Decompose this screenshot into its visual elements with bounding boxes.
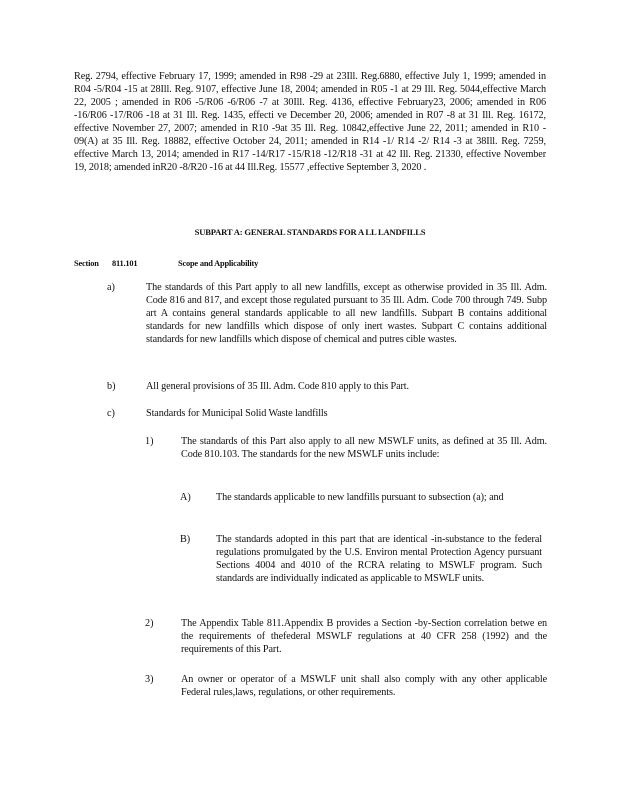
section-number: 811.101 (112, 259, 138, 268)
paragraph-c-2 (145, 617, 547, 656)
subsection-a (107, 281, 547, 346)
subparagraph-text: The standards adopted in this part that are identical -in-substance to the federal regulations promulgated by the U.S. Environ mental Protection Agency pursuant Sections 4004 and 4010 of the RCRA relating to MSWLF program. Such standards are individually indicated as applicable to MSWLF units. (216, 534, 542, 584)
paragraph-c-3 (145, 673, 547, 699)
paragraph-text: The Appendix Table 811.Appendix B provides a Section -by-Section correlation betwe en the requirements of thefederal MSWLF regulations at 40 CFR 258 (1992) and the requirements of this Part. (181, 618, 547, 655)
paragraph-text: An owner or operator of a MSWLF unit shall also comply with any other applicable Federal rules,laws, regulations, or other requirements. (181, 674, 547, 698)
subparagraph-text: The standards applicable to new landfills pursuant to subsection (a); and (216, 492, 504, 503)
subparagraph-c-1-B (180, 533, 542, 585)
section-title: Scope and Applicability (178, 259, 259, 268)
subsection-marker: b) (107, 381, 116, 392)
subsection-text: All general provisions of 35 Ill. Adm. Code 810 apply to this Part. (146, 381, 409, 392)
amendment-history: Reg. 2794, effective February 17, 1999; amended in R98 -29 at 23Ill. Reg.6880, effective July 1, 1999; amended in R04 -5/R04 -15 at 28Ill. Reg. 9107, effective June 18, 2004; amended in R05 -1 at 29 Ill. Reg. 5044,effective March 22, 2005 ; amended in R06 -5/R06 -6/R06 -7 at 30Ill. Reg. 4136, effective February23, 2006; amended in R06 -16/R06 -17/R06 -18 at 31 Ill. Reg. 1435, effecti ve December 20, 2006; amended in R07 -8 at 31 Ill. Reg. 16172, effective November 27, 2007; amended in R10 -9at 35 Ill. Reg. 10842,effective June 22, 2011; amended in R10 - 09(A) at 35 Ill. Reg. 18882, effective October 24, 2011; amended in R14 -1/ R14 -2/ R14 -3 at 38Ill. Reg. 7259, effective March 13, 2014; amended in R17 -14/R17 -15/R18 -12/R18 -31 at 42 Ill. Reg. 21330, effective November 19, 2018; amended inR20 -8/R20 -16 at 44 Ill.Reg. 15577 ,effective September 3, 2020 . (74, 71, 546, 173)
subsection-b (107, 380, 547, 393)
section-label: Section (74, 259, 99, 268)
subparagraph-marker: A) (180, 492, 191, 503)
paragraph-text: The standards of this Part also apply to all new MSWLF units, as defined at 35 Ill. Adm. Code 810.103. The standards for the new MSWLF units include: (181, 436, 547, 460)
subsection-c (107, 407, 547, 420)
subparagraph-c-1-A (180, 491, 542, 504)
paragraph-marker: 2) (145, 618, 154, 629)
subsection-marker: c) (107, 408, 115, 419)
subparagraph-marker: B) (180, 534, 191, 545)
paragraph-marker: 1) (145, 436, 154, 447)
subpart-heading: SUBPART A: GENERAL STANDARDS FOR A LL LANDFILLS (194, 227, 426, 237)
subsection-text: The standards of this Part apply to all new landfills, except as otherwise provided in 35 Ill. Adm. Code 816 and 817, and except those regulated pursuant to 35 Ill. Adm. Code 700 through 749. Subp art A contains general standards applicable to all new landfills. Subpart B contains additional standards for new landfills which dispose of only inert wastes. Subpart C contains additional standards for new landfills which dispose of chemical and putres cible wastes. (146, 282, 547, 345)
paragraph-marker: 3) (145, 674, 154, 685)
paragraph-c-1 (145, 435, 547, 461)
subsection-text: Standards for Municipal Solid Waste landfills (146, 408, 328, 419)
subsection-marker: a) (107, 282, 115, 293)
